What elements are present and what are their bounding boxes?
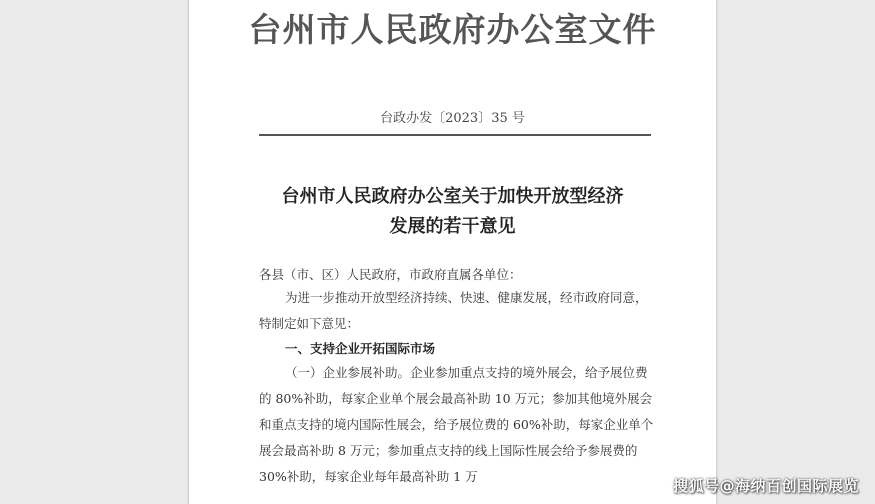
source-watermark: 搜狐号@海纳百创国际展览 (672, 477, 859, 495)
document-title (249, 182, 656, 242)
addressee-line: 各县（市、区）人民政府，市政府直属各单位： (259, 267, 522, 282)
body-paragraph: （一）企业参展补助。企业参加重点支持的境外展会，给予展位费的 80%补助，每家企业单个展会最高补助 10 万元；参加其他境外展会和重点支持的境内国际性展会，给予展位费的 60%补助，每家企业单个展会最高补助 8 万元；参加重点支持的线上国际性展会给予参展费的 30%补助，每家企业每年最高补助 1 万 (259, 365, 654, 484)
document-page (189, 0, 716, 504)
document-title-line-2: 发展的若干意见 (389, 216, 516, 237)
section-heading: 一、支持企业开拓国际市场 (285, 341, 436, 356)
intro-paragraph: 为进一步推动开放型经济持续、快速、健康发展，经市政府同意，特制定如下意见： (259, 290, 648, 331)
document-number: 台政办发〔2023〕35 号 (380, 111, 525, 126)
header-divider (259, 134, 651, 136)
document-title-line-1: 台州市人民政府办公室关于加快开放型经济 (281, 186, 624, 207)
document-header: 台州市人民政府办公室文件 (248, 10, 657, 49)
